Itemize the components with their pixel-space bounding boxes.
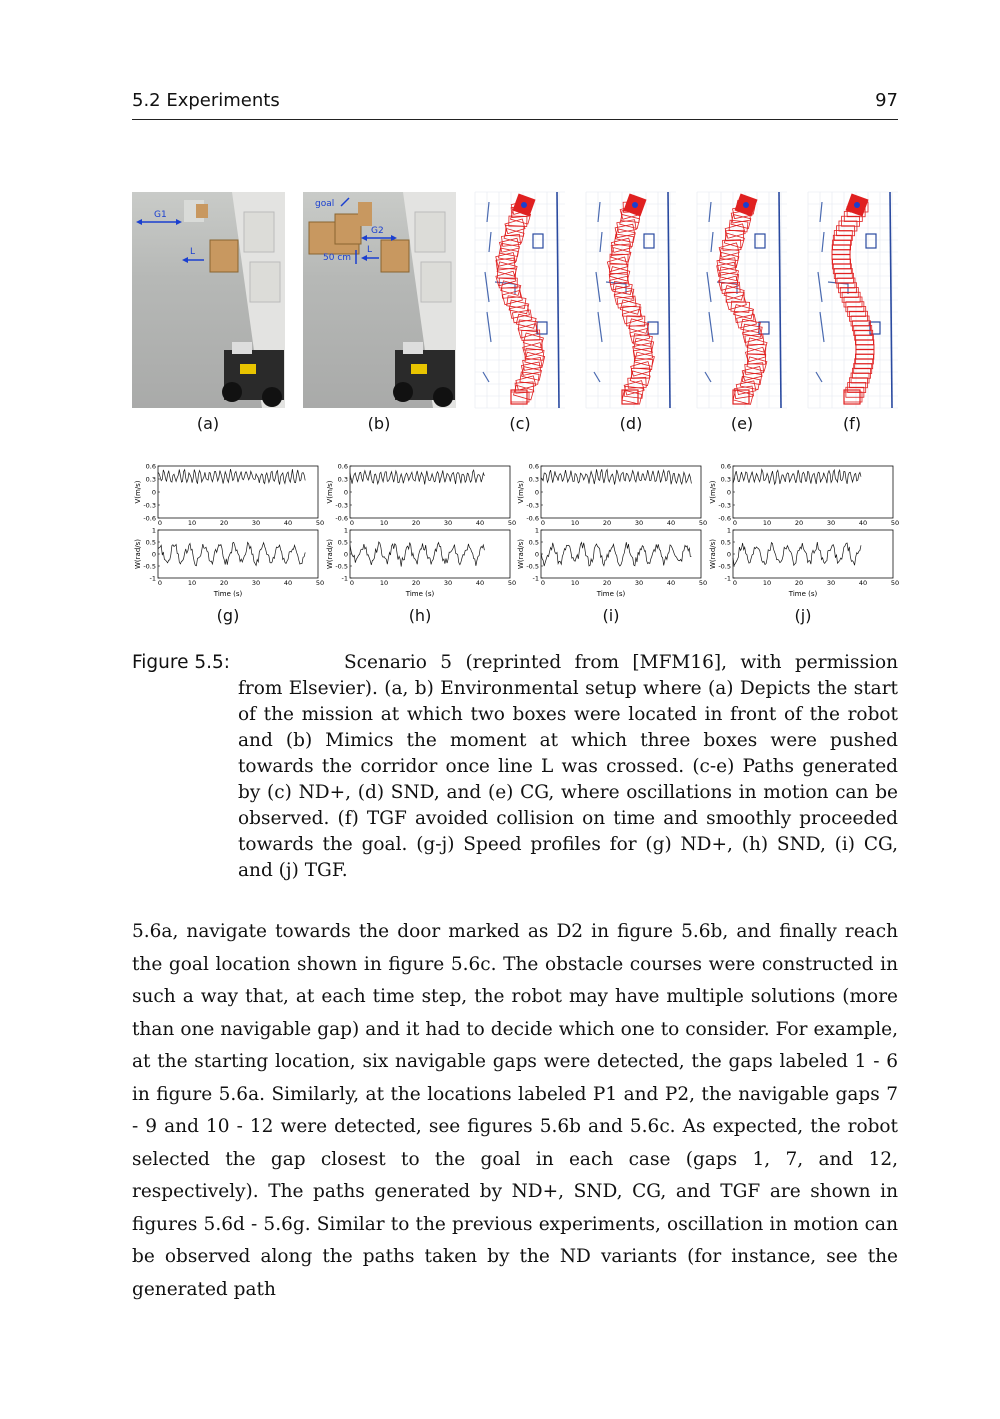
photo-a-l-label: L (190, 247, 196, 257)
photo-b-goal-label: goal (315, 199, 335, 209)
svg-text:30: 30 (634, 519, 644, 527)
svg-text:W(rad/s): W(rad/s) (709, 539, 717, 569)
svg-text:0.6: 0.6 (337, 462, 348, 471)
svg-text:-0.6: -0.6 (718, 514, 731, 523)
svg-text:20: 20 (219, 519, 229, 527)
svg-text:10: 10 (570, 519, 580, 527)
svg-text:20: 20 (219, 579, 229, 587)
svg-text:40: 40 (666, 579, 676, 587)
svg-text:10: 10 (187, 519, 197, 527)
svg-text:0.3: 0.3 (720, 475, 731, 484)
svg-text:40: 40 (475, 579, 485, 587)
svg-text:-0.6: -0.6 (335, 514, 348, 523)
label-c: (c) (509, 414, 531, 433)
speed-profile-g (132, 460, 325, 602)
label-f: (f) (842, 414, 862, 433)
svg-text:50: 50 (698, 579, 708, 587)
svg-text:0.3: 0.3 (337, 475, 348, 484)
svg-text:20: 20 (794, 519, 804, 527)
svg-text:0: 0 (732, 579, 738, 587)
svg-text:Time (s): Time (s) (788, 590, 818, 598)
svg-text:0.6: 0.6 (145, 462, 156, 471)
speed-profile-i (515, 460, 708, 602)
svg-text:20: 20 (602, 519, 612, 527)
svg-text:0: 0 (540, 579, 546, 587)
svg-text:-1: -1 (532, 574, 539, 583)
page-number: 97 (875, 90, 898, 111)
svg-text:30: 30 (826, 519, 836, 527)
body-paragraph (132, 916, 898, 1306)
svg-text:30: 30 (251, 579, 261, 587)
svg-text:-0.5: -0.5 (143, 562, 156, 571)
section-title: 5.2 Experiments (132, 90, 280, 111)
svg-text:20: 20 (411, 579, 421, 587)
label-j: (j) (794, 606, 812, 625)
svg-text:-0.5: -0.5 (718, 562, 731, 571)
svg-text:0.5: 0.5 (145, 538, 156, 547)
svg-text:0: 0 (151, 550, 156, 559)
svg-text:0.3: 0.3 (145, 475, 156, 484)
svg-text:0.6: 0.6 (720, 462, 731, 471)
svg-text:0.5: 0.5 (337, 538, 348, 547)
photo-b-l-label: L (367, 245, 373, 255)
svg-text:V(m/s): V(m/s) (709, 480, 717, 504)
svg-text:0: 0 (157, 519, 163, 527)
svg-text:40: 40 (858, 519, 868, 527)
svg-text:10: 10 (570, 579, 580, 587)
label-a: (a) (196, 414, 220, 433)
svg-text:10: 10 (187, 579, 197, 587)
svg-text:50: 50 (315, 519, 325, 527)
label-g: (g) (216, 606, 240, 625)
svg-text:0: 0 (343, 550, 348, 559)
svg-text:0: 0 (534, 488, 539, 497)
svg-text:0: 0 (726, 550, 731, 559)
svg-text:50: 50 (507, 519, 517, 527)
svg-text:1: 1 (151, 526, 156, 535)
svg-text:1: 1 (343, 526, 348, 535)
photo-panel-b (303, 192, 456, 408)
svg-text:-1: -1 (724, 574, 731, 583)
caption-label: Figure 5.5: (132, 652, 231, 673)
body-paragraph-text: 5.6a, navigate towards the door marked as D2 in figure 5.6b, and finally reach the goal location shown in figure 5.6c. The obstacle courses were constructed in such a way that, at each time step, the robot may have multiple solutions (more than one navigable gap) and it had to decide which one to consider. For example, at the starting location, six navigable gaps were detected, the gaps labeled 1 - 6 in figure 5.6a. Similarly, at the locations labeled P1 and P2, the navigable gaps 7 - 9 and 10 - 12 were detected, see figures 5.6b and 5.6c. As expected, the robot selected the gap closest to the goal in each case (gaps 1, 7, and 12, respectively). The paths generated by ND+, SND, CG, and TGF are shown in figures 5.6d - 5.6g. Similar to the previous experiments, oscillation in motion can be observed along the paths taken by the ND variants (for instance, see the generated path (132, 921, 898, 1300)
svg-text:W(rad/s): W(rad/s) (517, 539, 525, 569)
svg-text:0: 0 (151, 488, 156, 497)
svg-text:0.5: 0.5 (528, 538, 539, 547)
photo-b-g2-label: G2 (371, 226, 384, 236)
svg-text:20: 20 (602, 579, 612, 587)
page-header (132, 88, 898, 120)
svg-text:-0.6: -0.6 (526, 514, 539, 523)
svg-text:-0.3: -0.3 (718, 501, 731, 510)
caption-text (132, 650, 898, 884)
svg-text:0: 0 (534, 550, 539, 559)
path-panel-e (697, 192, 787, 408)
svg-text:V(m/s): V(m/s) (134, 480, 142, 504)
svg-text:40: 40 (283, 579, 293, 587)
svg-text:0: 0 (157, 579, 163, 587)
svg-text:Time (s): Time (s) (596, 590, 626, 598)
svg-text:0: 0 (540, 519, 546, 527)
label-e: (e) (730, 414, 754, 433)
path-panel-d (586, 192, 676, 408)
caption-body: Scenario 5 (reprinted from [MFM16], with permission from Elsevier). (a, b) Environmental setup where (a) Depicts the start of the mission at which two boxes were located in front of the robot and (b) Mimics the moment at which three boxes were pushed towards the corridor once line L was crossed. (c-e) Paths generated by (c) ND+, (d) SND, and (e) CG, where oscillations in motion can be observed. (f) TGF avoided collision on time and smoothly proceeded towards the goal. (g-j) Speed profiles for (g) ND+, (h) SND, (i) CG, and (j) TGF. (238, 652, 898, 881)
svg-text:0.3: 0.3 (528, 475, 539, 484)
svg-text:0: 0 (349, 519, 355, 527)
svg-text:30: 30 (443, 579, 453, 587)
svg-text:0: 0 (732, 519, 738, 527)
photo-panel-a (132, 192, 285, 408)
svg-text:Time (s): Time (s) (213, 590, 243, 598)
svg-text:50: 50 (890, 579, 900, 587)
svg-text:10: 10 (762, 579, 772, 587)
svg-text:30: 30 (826, 579, 836, 587)
svg-text:10: 10 (762, 519, 772, 527)
svg-text:-0.5: -0.5 (335, 562, 348, 571)
svg-text:0: 0 (726, 488, 731, 497)
svg-text:20: 20 (411, 519, 421, 527)
svg-text:50: 50 (698, 519, 708, 527)
label-d: (d) (619, 414, 643, 433)
svg-text:40: 40 (666, 519, 676, 527)
svg-text:W(rad/s): W(rad/s) (134, 539, 142, 569)
svg-text:30: 30 (634, 579, 644, 587)
svg-text:-0.3: -0.3 (526, 501, 539, 510)
svg-text:-0.6: -0.6 (143, 514, 156, 523)
svg-text:1: 1 (726, 526, 731, 535)
svg-text:30: 30 (251, 519, 261, 527)
svg-text:W(rad/s): W(rad/s) (326, 539, 334, 569)
svg-text:50: 50 (315, 579, 325, 587)
svg-text:50: 50 (890, 519, 900, 527)
svg-text:10: 10 (379, 519, 389, 527)
svg-text:40: 40 (283, 519, 293, 527)
svg-text:10: 10 (379, 579, 389, 587)
speed-profile-j (707, 460, 900, 602)
svg-text:40: 40 (858, 579, 868, 587)
svg-text:-1: -1 (149, 574, 156, 583)
svg-text:Time (s): Time (s) (405, 590, 435, 598)
svg-text:-0.3: -0.3 (143, 501, 156, 510)
svg-text:50: 50 (507, 579, 517, 587)
svg-text:1: 1 (534, 526, 539, 535)
svg-text:-0.5: -0.5 (526, 562, 539, 571)
label-b: (b) (367, 414, 391, 433)
svg-text:V(m/s): V(m/s) (517, 480, 525, 504)
photo-b-50cm-label: 50 cm (323, 253, 352, 263)
speed-profile-h (324, 460, 517, 602)
svg-text:-1: -1 (341, 574, 348, 583)
svg-text:30: 30 (443, 519, 453, 527)
svg-text:0: 0 (349, 579, 355, 587)
label-i: (i) (602, 606, 620, 625)
photo-a-g1-label: G1 (154, 210, 167, 220)
svg-text:0.6: 0.6 (528, 462, 539, 471)
label-h: (h) (408, 606, 432, 625)
svg-text:20: 20 (794, 579, 804, 587)
svg-text:0: 0 (343, 488, 348, 497)
svg-text:-0.3: -0.3 (335, 501, 348, 510)
svg-text:40: 40 (475, 519, 485, 527)
svg-text:0.5: 0.5 (720, 538, 731, 547)
path-panel-f (808, 192, 898, 408)
path-panel-c (475, 192, 565, 408)
svg-text:V(m/s): V(m/s) (326, 480, 334, 504)
